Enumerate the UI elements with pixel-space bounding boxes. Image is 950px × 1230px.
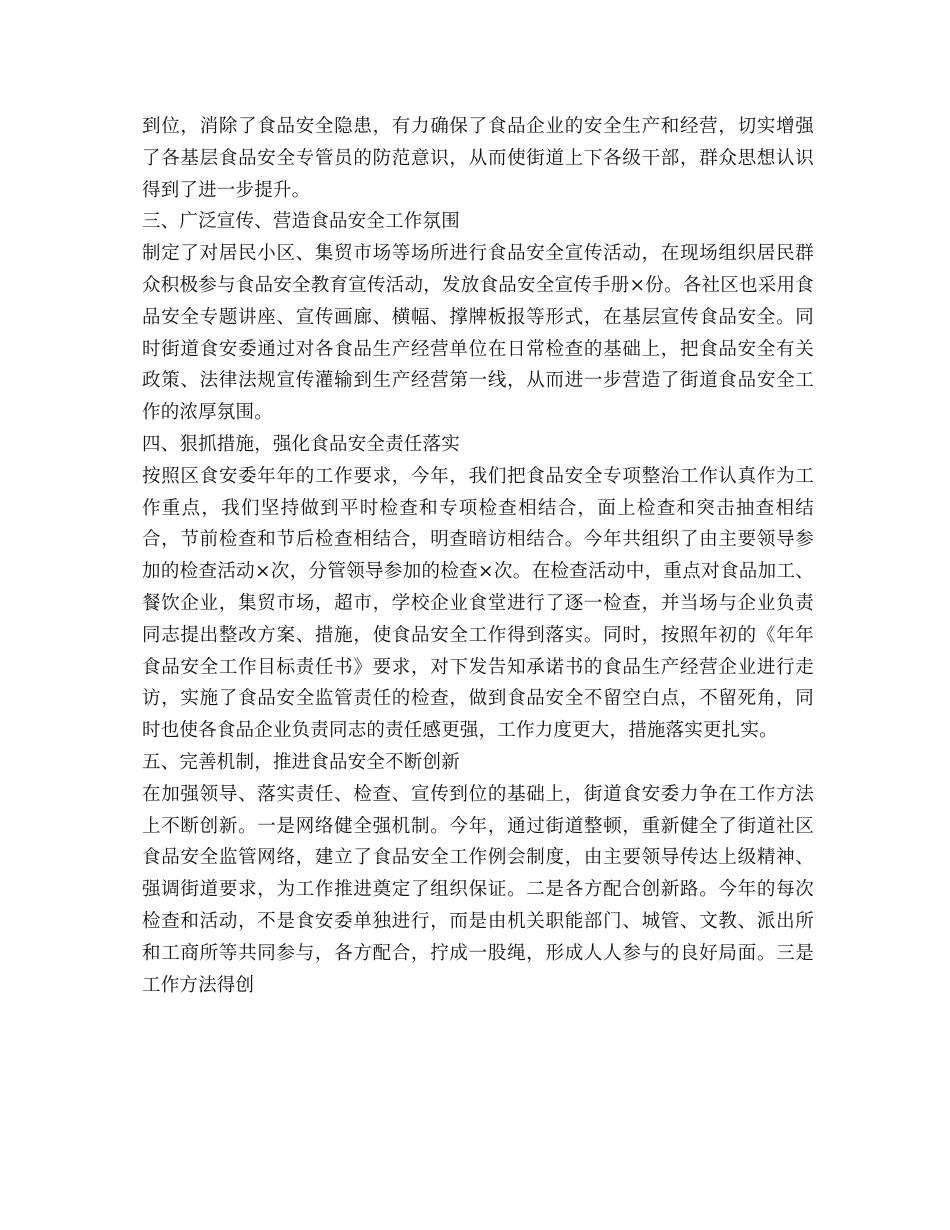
paragraph-mechanism: 在加强领导、落实责任、检查、宣传到位的基础上，街道食安委力争在工作方法上不断创新。一是网络健全强机制。今年，通过街道整顿，重新健全了街道社区食品安全监管网络，建立了食品安全工作例会制度，由主要领导传达上级精神、强调街道要求，为工作推进奠定了组织保证。二是各方配合创新路。今年的每次检查和活动，不是食安委单独进行，而是由机关职能部门、城管、文教、派出所和工商所等共同参与，各方配合，拧成一股绳，形成人人参与的良好局面。三是工作方法得创: [142, 783, 814, 996]
section-heading-3: 三、广泛宣传、营造食品安全工作氛围: [142, 211, 460, 233]
section-heading-4: 四、狠抓措施，强化食品安全责任落实: [142, 433, 460, 455]
paragraph-measures: 按照区食安委年年的工作要求，今年，我们把食品安全专项整治工作认真作为工作重点，我们坚持做到平时检查和专项检查相结合，面上检查和突击抽查相结合，节前检查和节后检查相结合，明查暗访相结合。今年共组织了由主要领导参加的检查活动×次，分管领导参加的检查×次。在检查活动中，重点对食品加工、餐饮企业，集贸市场，超市，学校企业食堂进行了逐一检查，并当场与企业负责同志提出整改方案、措施，使食品安全工作得到落实。同时，按照年初的《年年食品安全工作目标责任书》要求，对下发告知承诺书的食品生产经营企业进行走访，实施了食品安全监管责任的检查，做到食品安全不留空白点，不留死角，同时也使各食品企业负责同志的责任感更强，工作力度更大，措施落实更扎实。: [142, 465, 814, 742]
section-heading-5: 五、完善机制，推进食品安全不断创新: [142, 751, 460, 773]
paragraph-continuation: 到位，消除了食品安全隐患，有力确保了食品企业的安全生产和经营，切实增强了各基层食品安全专管员的防范意识，从而使街道上下各级干部，群众思想认识得到了进一步提升。: [142, 116, 814, 201]
paragraph-publicity: 制定了对居民小区、集贸市场等场所进行食品安全宣传活动，在现场组织居民群众积极参与食品安全教育宣传活动，发放食品安全宣传手册×份。各社区也采用食品安全专题讲座、宣传画廊、横幅、撑牌板报等形式，在基层宣传食品安全。同时街道食安委通过对各食品生产经营单位在日常检查的基础上，把食品安全有关政策、法律法规宣传灌输到生产经营第一线，从而进一步营造了街道食品安全工作的浓厚氛围。: [142, 243, 814, 424]
document-body: [142, 111, 814, 1001]
